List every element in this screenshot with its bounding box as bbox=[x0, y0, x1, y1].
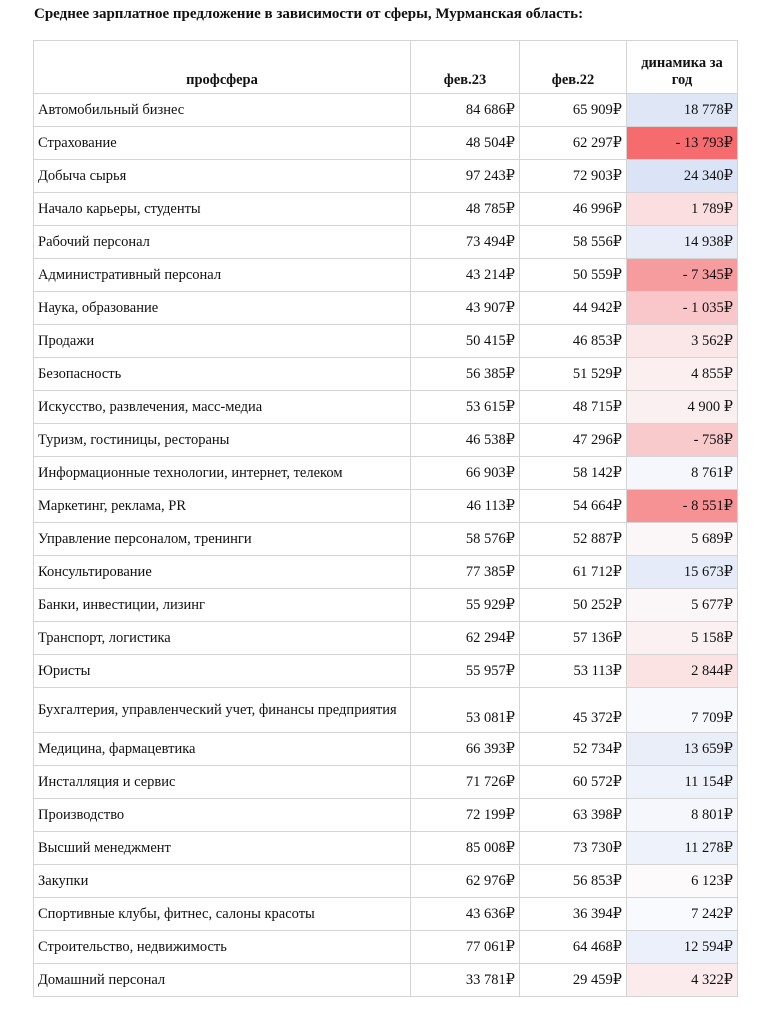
table-row bbox=[34, 193, 738, 226]
sphere-cell: Рабочий персонал bbox=[34, 226, 411, 259]
table-row bbox=[34, 799, 738, 832]
feb23-cell: 77 385₽ bbox=[411, 556, 520, 589]
dynamics-cell: - 7 345₽ bbox=[627, 259, 738, 292]
feb23-cell: 66 903₽ bbox=[411, 457, 520, 490]
dynamics-cell: 4 322₽ bbox=[627, 964, 738, 997]
table-header-row bbox=[34, 41, 738, 94]
dynamics-cell: 13 659₽ bbox=[627, 733, 738, 766]
sphere-cell: Управление персоналом, тренинги bbox=[34, 523, 411, 556]
dynamics-cell: 11 278₽ bbox=[627, 832, 738, 865]
feb22-cell: 46 853₽ bbox=[520, 325, 627, 358]
dynamics-cell: 15 673₽ bbox=[627, 556, 738, 589]
table-row bbox=[34, 490, 738, 523]
feb23-cell: 77 061₽ bbox=[411, 931, 520, 964]
table-row bbox=[34, 766, 738, 799]
sphere-cell: Строительство, недвижимость bbox=[34, 931, 411, 964]
dynamics-cell: 6 123₽ bbox=[627, 865, 738, 898]
table-row bbox=[34, 523, 738, 556]
sphere-cell: Спортивные клубы, фитнес, салоны красоты bbox=[34, 898, 411, 931]
dynamics-cell: 24 340₽ bbox=[627, 160, 738, 193]
table-row bbox=[34, 556, 738, 589]
table-row bbox=[34, 931, 738, 964]
dynamics-cell: 7 709₽ bbox=[627, 688, 738, 733]
sphere-cell: Информационные технологии, интернет, телеком bbox=[34, 457, 411, 490]
sphere-cell: Консультирование bbox=[34, 556, 411, 589]
feb22-cell: 65 909₽ bbox=[520, 94, 627, 127]
feb23-cell: 72 199₽ bbox=[411, 799, 520, 832]
feb23-cell: 33 781₽ bbox=[411, 964, 520, 997]
sphere-cell: Медицина, фармацевтика bbox=[34, 733, 411, 766]
feb22-cell: 52 734₽ bbox=[520, 733, 627, 766]
feb23-cell: 62 294₽ bbox=[411, 622, 520, 655]
feb22-cell: 36 394₽ bbox=[520, 898, 627, 931]
salary-table bbox=[33, 40, 738, 997]
table-row bbox=[34, 424, 738, 457]
feb23-cell: 97 243₽ bbox=[411, 160, 520, 193]
table-row bbox=[34, 292, 738, 325]
sphere-cell: Производство bbox=[34, 799, 411, 832]
dynamics-cell: 18 778₽ bbox=[627, 94, 738, 127]
sphere-cell: Маркетинг, реклама, PR bbox=[34, 490, 411, 523]
dynamics-cell: 5 158₽ bbox=[627, 622, 738, 655]
feb22-cell: 62 297₽ bbox=[520, 127, 627, 160]
dynamics-cell: 1 789₽ bbox=[627, 193, 738, 226]
feb22-cell: 51 529₽ bbox=[520, 358, 627, 391]
table-row bbox=[34, 358, 738, 391]
feb22-cell: 50 559₽ bbox=[520, 259, 627, 292]
table-row bbox=[34, 655, 738, 688]
sphere-cell: Административный персонал bbox=[34, 259, 411, 292]
dynamics-cell: - 1 035₽ bbox=[627, 292, 738, 325]
feb23-cell: 43 907₽ bbox=[411, 292, 520, 325]
feb22-cell: 47 296₽ bbox=[520, 424, 627, 457]
table-row bbox=[34, 160, 738, 193]
feb23-cell: 48 785₽ bbox=[411, 193, 520, 226]
dynamics-cell: - 8 551₽ bbox=[627, 490, 738, 523]
feb23-cell: 85 008₽ bbox=[411, 832, 520, 865]
header-sphere: профсфера bbox=[34, 41, 411, 94]
feb22-cell: 29 459₽ bbox=[520, 964, 627, 997]
dynamics-cell: - 758₽ bbox=[627, 424, 738, 457]
page-title: Среднее зарплатное предложение в зависимости от сферы, Мурманская область: bbox=[34, 6, 584, 22]
feb22-cell: 60 572₽ bbox=[520, 766, 627, 799]
table-row bbox=[34, 94, 738, 127]
feb22-cell: 61 712₽ bbox=[520, 556, 627, 589]
feb23-cell: 48 504₽ bbox=[411, 127, 520, 160]
feb22-cell: 57 136₽ bbox=[520, 622, 627, 655]
dynamics-cell: 14 938₽ bbox=[627, 226, 738, 259]
feb23-cell: 43 214₽ bbox=[411, 259, 520, 292]
header-feb22: фев.22 bbox=[520, 41, 627, 94]
dynamics-cell: 7 242₽ bbox=[627, 898, 738, 931]
table-row bbox=[34, 898, 738, 931]
sphere-cell: Начало карьеры, студенты bbox=[34, 193, 411, 226]
sphere-cell: Автомобильный бизнес bbox=[34, 94, 411, 127]
sphere-cell: Бухгалтерия, управленческий учет, финансы предприятия bbox=[34, 688, 411, 733]
feb23-cell: 55 929₽ bbox=[411, 589, 520, 622]
sphere-cell: Банки, инвестиции, лизинг bbox=[34, 589, 411, 622]
header-feb23: фев.23 bbox=[411, 41, 520, 94]
sphere-cell: Наука, образование bbox=[34, 292, 411, 325]
table-body bbox=[34, 94, 738, 997]
feb22-cell: 54 664₽ bbox=[520, 490, 627, 523]
table-row bbox=[34, 589, 738, 622]
feb22-cell: 46 996₽ bbox=[520, 193, 627, 226]
dynamics-cell: 2 844₽ bbox=[627, 655, 738, 688]
table-row bbox=[34, 259, 738, 292]
feb23-cell: 66 393₽ bbox=[411, 733, 520, 766]
sphere-cell: Транспорт, логистика bbox=[34, 622, 411, 655]
dynamics-cell: 8 801₽ bbox=[627, 799, 738, 832]
feb22-cell: 58 556₽ bbox=[520, 226, 627, 259]
sphere-cell: Продажи bbox=[34, 325, 411, 358]
dynamics-cell: 4 855₽ bbox=[627, 358, 738, 391]
feb23-cell: 43 636₽ bbox=[411, 898, 520, 931]
feb23-cell: 62 976₽ bbox=[411, 865, 520, 898]
feb23-cell: 53 615₽ bbox=[411, 391, 520, 424]
dynamics-cell: - 13 793₽ bbox=[627, 127, 738, 160]
sphere-cell: Туризм, гостиницы, рестораны bbox=[34, 424, 411, 457]
feb22-cell: 58 142₽ bbox=[520, 457, 627, 490]
feb23-cell: 56 385₽ bbox=[411, 358, 520, 391]
sphere-cell: Юристы bbox=[34, 655, 411, 688]
sphere-cell: Высший менеджмент bbox=[34, 832, 411, 865]
table-row bbox=[34, 733, 738, 766]
feb23-cell: 84 686₽ bbox=[411, 94, 520, 127]
feb22-cell: 63 398₽ bbox=[520, 799, 627, 832]
feb23-cell: 55 957₽ bbox=[411, 655, 520, 688]
dynamics-cell: 11 154₽ bbox=[627, 766, 738, 799]
sphere-cell: Домашний персонал bbox=[34, 964, 411, 997]
table-row bbox=[34, 127, 738, 160]
feb23-cell: 71 726₽ bbox=[411, 766, 520, 799]
table-row bbox=[34, 457, 738, 490]
feb23-cell: 50 415₽ bbox=[411, 325, 520, 358]
sphere-cell: Искусство, развлечения, масс-медиа bbox=[34, 391, 411, 424]
table-row bbox=[34, 964, 738, 997]
dynamics-cell: 5 677₽ bbox=[627, 589, 738, 622]
feb22-cell: 73 730₽ bbox=[520, 832, 627, 865]
dynamics-cell: 5 689₽ bbox=[627, 523, 738, 556]
feb22-cell: 72 903₽ bbox=[520, 160, 627, 193]
dynamics-cell: 3 562₽ bbox=[627, 325, 738, 358]
feb23-cell: 46 113₽ bbox=[411, 490, 520, 523]
feb22-cell: 50 252₽ bbox=[520, 589, 627, 622]
feb22-cell: 53 113₽ bbox=[520, 655, 627, 688]
sphere-cell: Инсталляция и сервис bbox=[34, 766, 411, 799]
feb22-cell: 56 853₽ bbox=[520, 865, 627, 898]
feb22-cell: 45 372₽ bbox=[520, 688, 627, 733]
feb22-cell: 52 887₽ bbox=[520, 523, 627, 556]
table-row bbox=[34, 325, 738, 358]
table-row bbox=[34, 226, 738, 259]
sphere-cell: Безопасность bbox=[34, 358, 411, 391]
header-dynamics: динамика за год bbox=[627, 41, 738, 94]
feb23-cell: 53 081₽ bbox=[411, 688, 520, 733]
table-row bbox=[34, 688, 738, 733]
table-row bbox=[34, 832, 738, 865]
sphere-cell: Страхование bbox=[34, 127, 411, 160]
feb23-cell: 58 576₽ bbox=[411, 523, 520, 556]
dynamics-cell: 8 761₽ bbox=[627, 457, 738, 490]
feb22-cell: 48 715₽ bbox=[520, 391, 627, 424]
dynamics-cell: 4 900 ₽ bbox=[627, 391, 738, 424]
feb22-cell: 44 942₽ bbox=[520, 292, 627, 325]
feb23-cell: 73 494₽ bbox=[411, 226, 520, 259]
table-row bbox=[34, 622, 738, 655]
sphere-cell: Закупки bbox=[34, 865, 411, 898]
sphere-cell: Добыча сырья bbox=[34, 160, 411, 193]
table-row bbox=[34, 865, 738, 898]
dynamics-cell: 12 594₽ bbox=[627, 931, 738, 964]
table-row bbox=[34, 391, 738, 424]
feb23-cell: 46 538₽ bbox=[411, 424, 520, 457]
feb22-cell: 64 468₽ bbox=[520, 931, 627, 964]
